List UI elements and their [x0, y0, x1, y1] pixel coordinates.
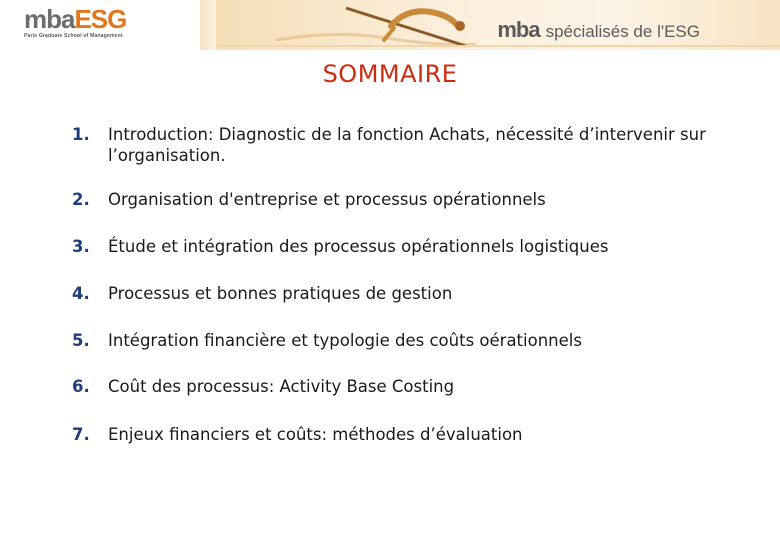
logo-mba: mba: [24, 4, 75, 34]
tagline-text: spécialisés de l'ESG: [545, 22, 700, 41]
header-banner: [0, 0, 780, 50]
item-number: 7.: [72, 425, 90, 444]
item-number: 1.: [72, 125, 90, 144]
item-text: Introduction: Diagnostic de la fonction Achats, nécessité d’intervenir sur l’organisation.: [108, 125, 706, 165]
item-text: Coût des processus: Activity Base Costing: [108, 377, 455, 396]
item-number: 2.: [72, 190, 90, 209]
banner-tagline: [497, 17, 700, 43]
item-text: Intégration financière et typologie des coûts oérationnels: [108, 331, 582, 350]
logo-subtitle: Paris Graduate School of Management: [24, 33, 123, 39]
item-text: Processus et bonnes pratiques de gestion: [108, 284, 453, 303]
item-number: 5.: [72, 331, 90, 350]
logo-wordmark: [24, 6, 126, 32]
item-number: 6.: [72, 377, 90, 396]
page-title: SOMMAIRE: [322, 60, 458, 88]
logo-esg: ESG: [74, 4, 127, 34]
item-number: 4.: [72, 284, 90, 303]
item-text: Organisation d'entreprise et processus opérationnels: [108, 190, 546, 209]
banner-divider: [200, 0, 216, 50]
logo: [0, 0, 200, 50]
item-text: Enjeux financiers et coûts: méthodes d’évaluation: [108, 425, 523, 444]
tagline-mba: mba: [497, 17, 540, 42]
item-number: 3.: [72, 237, 90, 256]
banner-image: [216, 0, 780, 50]
item-text: Étude et intégration des processus opérationnels logistiques: [108, 237, 609, 256]
